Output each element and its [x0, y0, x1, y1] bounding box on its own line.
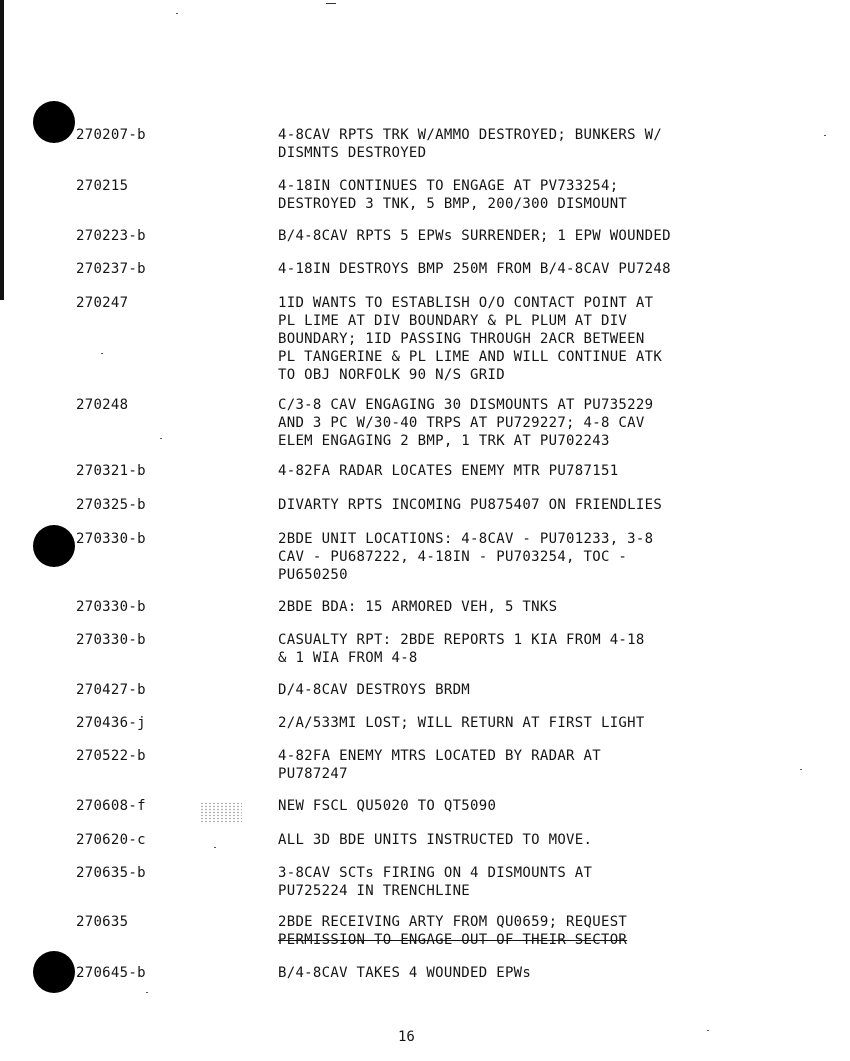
log-entry-dtg: 270248: [76, 397, 129, 413]
log-entry-text: B/4-8CAV RPTS 5 EPWs SURRENDER; 1 EPW WOUNDED: [278, 228, 671, 244]
log-entry-text: 2BDE UNIT LOCATIONS: 4-8CAV - PU701233, 3-8 CAV - PU687222, 4-18IN - PU703254, TOC - PU650250: [278, 531, 654, 583]
log-entry-text: 1ID WANTS TO ESTABLISH O/O CONTACT POINT AT PL LIME AT DIV BOUNDARY & PL PLUM AT DIV BOUNDARY; 1ID PASSING THROUGH 2ACR BETWEEN PL TANGERINE & PL LIME AND WILL CONTINUE ATK TO OBJ NORFOLK 90 N/S GRID: [278, 295, 663, 383]
log-entry-dtg: 270207-b: [76, 127, 146, 143]
log-entry-text-line: 2BDE RECEIVING ARTY FROM QU0659; REQUEST: [278, 914, 628, 930]
log-entry-dtg: 270522-b: [76, 748, 146, 764]
log-entry-dtg: 270223-b: [76, 228, 146, 244]
log-entry-dtg: 270635-b: [76, 865, 146, 881]
log-entry-dtg: 270608-f: [76, 798, 146, 814]
log-entry-text: [278, 913, 758, 949]
log-entry-text: DIVARTY RPTS INCOMING PU875407 ON FRIENDLIES: [278, 497, 663, 513]
log-entry-text: ALL 3D BDE UNITS INSTRUCTED TO MOVE.: [278, 832, 593, 848]
log-entry-dtg: 270330-b: [76, 632, 146, 648]
log-entry-dtg: 270330-b: [76, 599, 146, 615]
log-entry-text: NEW FSCL QU5020 TO QT5090: [278, 798, 497, 814]
log-entry-text: C/3-8 CAV ENGAGING 30 DISMOUNTS AT PU735229 AND 3 PC W/30-40 TRPS AT PU729227; 4-8 CAV ELEM ENGAGING 2 BMP, 1 TRK AT PU702243: [278, 397, 654, 449]
log-entry-text: 4-18IN DESTROYS BMP 250M FROM B/4-8CAV PU7248: [278, 261, 671, 277]
log-entry-dtg: 270215: [76, 178, 129, 194]
log-entry-text: D/4-8CAV DESTROYS BRDM: [278, 682, 471, 698]
log-entry-text: 2/A/533MI LOST; WILL RETURN AT FIRST LIGHT: [278, 715, 645, 731]
log-entry-text: 4-8CAV RPTS TRK W/AMMO DESTROYED; BUNKERS W/ DISMNTS DESTROYED: [278, 127, 663, 161]
log-entry-dtg: 270325-b: [76, 497, 146, 513]
log-entry-dtg: 270427-b: [76, 682, 146, 698]
log-entry-text: 3-8CAV SCTs FIRING ON 4 DISMOUNTS AT PU725224 IN TRENCHLINE: [278, 865, 593, 899]
log-entry-dtg: 270321-b: [76, 463, 146, 479]
log-entry-text: 2BDE BDA: 15 ARMORED VEH, 5 TNKS: [278, 599, 558, 615]
log-entry-text: 4-82FA RADAR LOCATES ENEMY MTR PU787151: [278, 463, 619, 479]
log-entry-dtg: 270330-b: [76, 531, 146, 547]
log-entry-dtg: 270237-b: [76, 261, 146, 277]
log-entry-dtg: 270436-j: [76, 715, 146, 731]
page-number: 16: [398, 1029, 415, 1045]
log-entry-text: 4-82FA ENEMY MTRS LOCATED BY RADAR AT PU787247: [278, 748, 601, 782]
log-entry-text: B/4-8CAV TAKES 4 WOUNDED EPWs: [278, 965, 532, 981]
log-entry-dtg: 270645-b: [76, 965, 146, 981]
log-entry-text: CASUALTY RPT: 2BDE REPORTS 1 KIA FROM 4-18 & 1 WIA FROM 4-8: [278, 632, 645, 666]
log-entry-dtg: 270247: [76, 295, 129, 311]
struck-text: PERMISSION TO ENGAGE OUT OF THEIR SECTOR: [278, 932, 628, 948]
log-entry-dtg: 270620-c: [76, 832, 146, 848]
log-entry-dtg: 270635: [76, 914, 129, 930]
log-entry-text: 4-18IN CONTINUES TO ENGAGE AT PV733254; DESTROYED 3 TNK, 5 BMP, 200/300 DISMOUNT: [278, 178, 628, 212]
